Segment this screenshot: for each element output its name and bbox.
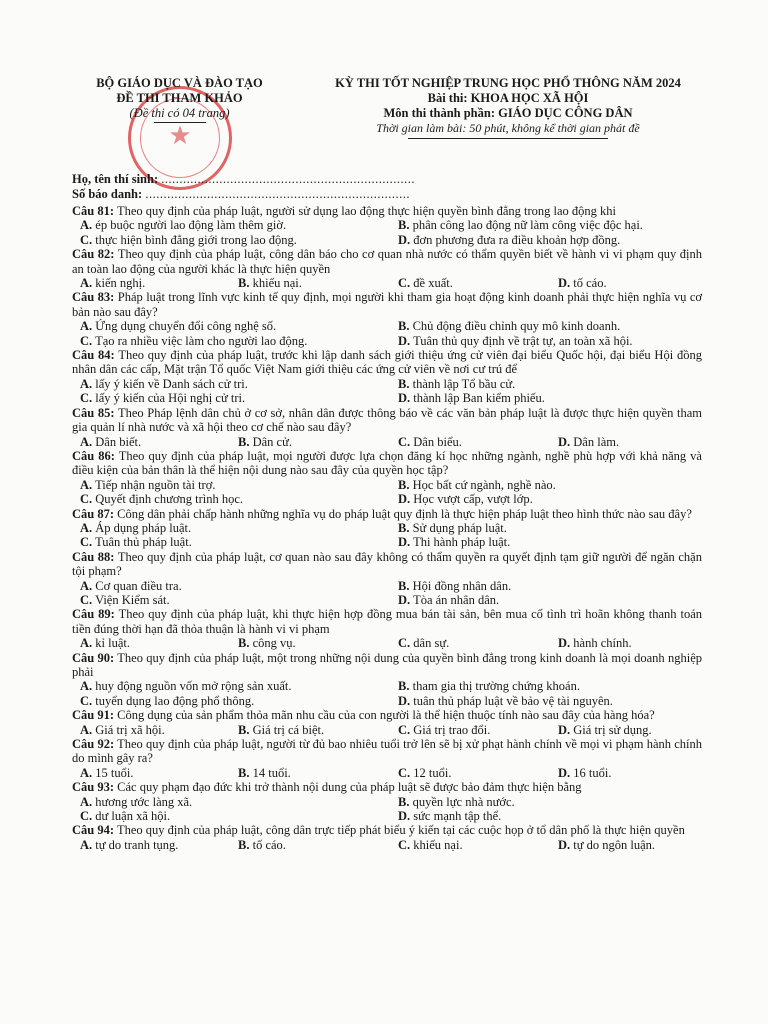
option-letter: C. xyxy=(80,592,93,607)
option-text: ép buộc người lao động làm thêm giờ. xyxy=(95,218,287,233)
option-text: tự do tranh tụng. xyxy=(95,837,179,852)
question-text xyxy=(72,823,702,837)
answer-option xyxy=(398,535,702,549)
option-text: Dân làm. xyxy=(573,434,620,449)
option-text: dư luận xã hội. xyxy=(95,809,171,824)
answer-option xyxy=(80,679,398,693)
question-text xyxy=(72,348,702,377)
answer-option xyxy=(558,766,702,780)
option-text: lấy ý kiến của Hội nghị cử tri. xyxy=(95,391,246,406)
answer-option xyxy=(558,838,702,852)
option-letter: A. xyxy=(80,477,93,492)
question-item xyxy=(72,823,702,852)
option-letter: D. xyxy=(398,693,411,708)
question-body: Theo quy định của pháp luật, người từ đủ bao nhiêu tuổi trở lên sẽ bị xử phạt hành chính về mọi vi phạm hành chính do mình gây ra? xyxy=(72,737,702,766)
option-letter: B. xyxy=(398,520,410,535)
option-letter: D. xyxy=(558,276,571,291)
question-text xyxy=(72,290,702,319)
answer-option xyxy=(80,636,238,650)
answer-options xyxy=(80,435,702,449)
option-text: Quyết định chương trình học. xyxy=(95,492,244,507)
answer-option xyxy=(398,319,702,333)
answer-option xyxy=(238,276,398,290)
option-letter: D. xyxy=(558,636,571,651)
candidate-name-label: Họ, tên thí sinh: xyxy=(72,172,159,186)
option-letter: C. xyxy=(80,492,93,507)
answer-option xyxy=(558,723,702,737)
option-letter: B. xyxy=(398,376,410,391)
question-body: Theo Pháp lệnh dân chủ ở cơ sở, nhân dân được thông báo về các văn bản pháp luật là được thực hiện quyền tham gia quản lí nhà nước và xã hội theo cơ chế nào sau đây? xyxy=(72,405,702,435)
answer-options xyxy=(80,218,702,247)
option-letter: B. xyxy=(238,636,250,651)
answer-options xyxy=(80,478,702,507)
option-letter: A. xyxy=(80,578,93,593)
answer-options xyxy=(80,521,702,550)
option-text: Viện Kiểm sát. xyxy=(95,592,170,607)
ministry-name: BỘ GIÁO DỤC VÀ ĐÀO TẠO xyxy=(96,76,263,90)
option-letter: C. xyxy=(398,837,411,852)
option-letter: A. xyxy=(80,679,93,694)
question-item xyxy=(72,449,702,507)
answer-option xyxy=(398,334,702,348)
header-right xyxy=(298,76,718,139)
question-body: Theo quy định của pháp luật, khi thực hiện hợp đồng mua bán tài sản, bên mua cố tình trì hoãn không thanh toán tiền đúng thời hạn đã thỏa thuận là hành vi vi phạm xyxy=(72,607,702,636)
answer-option xyxy=(80,809,398,823)
option-text: khiếu nại. xyxy=(413,837,463,852)
question-body: Theo quy định của pháp luật, cơ quan nào sau đây không có thẩm quyền ra quyết định tạm giữ người để ngăn chặn tội phạm? xyxy=(72,549,702,579)
option-letter: C. xyxy=(398,722,411,737)
option-letter: C. xyxy=(80,333,93,348)
question-number: Câu 86: xyxy=(72,448,115,463)
candidate-name-line xyxy=(72,172,415,187)
candidate-info xyxy=(72,172,415,202)
question-text xyxy=(72,449,702,478)
question-item xyxy=(72,780,702,823)
question-item xyxy=(72,607,702,650)
question-text xyxy=(72,406,702,435)
page-count: (Đề thi có 04 trang) xyxy=(129,106,230,120)
option-text: khiếu nại. xyxy=(252,276,302,291)
option-text: Giá trị xã hội. xyxy=(95,722,165,737)
option-letter: C. xyxy=(398,636,411,651)
question-number: Câu 94: xyxy=(72,823,115,838)
option-text: 14 tuổi. xyxy=(252,765,291,780)
answer-option xyxy=(80,795,398,809)
answer-option xyxy=(238,435,398,449)
question-item xyxy=(72,737,702,780)
option-letter: D. xyxy=(398,391,411,406)
header-left-rule xyxy=(154,122,206,123)
question-body: Pháp luật trong lĩnh vực kinh tế quy định, mọi người khi tham gia hoạt động kinh doanh phải thực hiện nghĩa vụ cơ bản nào sau đây? xyxy=(72,290,702,319)
option-letter: D. xyxy=(398,535,411,550)
answer-options xyxy=(80,723,702,737)
option-letter: A. xyxy=(80,837,93,852)
option-text: Dân biết. xyxy=(95,434,142,449)
option-letter: A. xyxy=(80,636,93,651)
option-letter: C. xyxy=(80,693,93,708)
answer-option xyxy=(80,492,398,506)
option-letter: B. xyxy=(238,276,250,291)
answer-option xyxy=(398,679,702,693)
question-body: Công dân phải chấp hành những nghĩa vụ do pháp luật quy định là thực hiện pháp luật theo hình thức nào sau đây? xyxy=(117,506,692,521)
exam-title: KỲ THI TỐT NGHIỆP TRUNG HỌC PHỔ THÔNG NĂM 2024 xyxy=(335,76,681,90)
exam-component: Môn thi thành phần: GIÁO DỤC CÔNG DÂN xyxy=(383,106,633,120)
option-text: 16 tuổi. xyxy=(573,765,612,780)
option-text: Hội đồng nhân dân. xyxy=(412,578,512,593)
answer-option xyxy=(398,218,702,232)
candidate-name-dots: ...................................................................... xyxy=(161,172,416,186)
answer-options xyxy=(80,636,702,650)
answer-option xyxy=(398,377,702,391)
answer-option xyxy=(238,766,398,780)
option-text: tuyển dụng lao động phổ thông. xyxy=(95,693,255,708)
option-text: công vụ. xyxy=(252,636,296,651)
option-text: thành lập Tổ bầu cử. xyxy=(412,376,516,391)
answer-option xyxy=(80,521,398,535)
option-text: Chủ động điều chỉnh quy mô kinh doanh. xyxy=(412,319,621,334)
option-letter: A. xyxy=(80,794,93,809)
option-text: kiến nghị. xyxy=(95,276,146,291)
option-text: Tuân thủ quy định về trật tự, an toàn xã hội. xyxy=(413,333,633,348)
answer-option xyxy=(558,435,702,449)
question-number: Câu 92: xyxy=(72,737,115,752)
option-text: tuân thủ pháp luật về bảo vệ tài nguyên. xyxy=(413,693,613,708)
option-letter: C. xyxy=(80,535,93,550)
option-letter: A. xyxy=(80,319,93,334)
exam-subject: Bài thi: KHOA HỌC XÃ HỘI xyxy=(427,91,589,105)
question-number: Câu 90: xyxy=(72,650,115,665)
option-text: lấy ý kiến về Danh sách cử tri. xyxy=(95,376,248,391)
answer-options xyxy=(80,795,702,824)
option-letter: D. xyxy=(558,765,571,780)
option-letter: B. xyxy=(238,765,250,780)
answer-option xyxy=(398,723,558,737)
question-text xyxy=(72,780,702,794)
answer-options xyxy=(80,319,702,348)
question-item xyxy=(72,651,702,709)
question-number: Câu 81: xyxy=(72,204,115,218)
option-text: Giá trị sử dụng. xyxy=(573,722,652,737)
question-text xyxy=(72,607,702,636)
answer-option xyxy=(80,766,238,780)
question-list xyxy=(72,204,702,852)
option-letter: A. xyxy=(80,276,93,291)
answer-options xyxy=(80,766,702,780)
answer-options xyxy=(80,679,702,708)
question-text xyxy=(72,737,702,766)
answer-options xyxy=(80,579,702,608)
answer-option xyxy=(80,233,398,247)
option-text: Ứng dụng chuyển đổi công nghệ số. xyxy=(95,319,277,334)
option-text: thành lập Ban kiểm phiếu. xyxy=(413,391,545,406)
option-letter: B. xyxy=(238,837,250,852)
question-number: Câu 87: xyxy=(72,506,115,521)
question-number: Câu 85: xyxy=(72,405,115,420)
answer-option xyxy=(398,521,702,535)
answer-option xyxy=(238,838,398,852)
header-right-rule xyxy=(408,138,608,139)
question-number: Câu 82: xyxy=(72,247,115,262)
question-number: Câu 93: xyxy=(72,780,115,795)
option-letter: A. xyxy=(80,520,93,535)
answer-option xyxy=(398,233,702,247)
option-text: Cơ quan điều tra. xyxy=(95,578,182,593)
option-letter: D. xyxy=(398,333,411,348)
answer-option xyxy=(80,377,398,391)
option-text: Giá trị cá biệt. xyxy=(252,722,325,737)
question-item xyxy=(72,406,702,449)
answer-options xyxy=(80,377,702,406)
answer-options xyxy=(80,838,702,852)
answer-option xyxy=(398,276,558,290)
option-text: Thi hành pháp luật. xyxy=(413,535,511,550)
option-text: Tiếp nhận nguồn tài trợ. xyxy=(95,477,216,492)
question-text xyxy=(72,550,702,579)
question-item xyxy=(72,550,702,608)
question-item xyxy=(72,290,702,348)
question-body: Công dụng của sản phẩm thỏa mãn nhu cầu của con người là thể hiện thuộc tính nào sau đây của hàng hóa? xyxy=(117,708,655,723)
answer-option xyxy=(80,838,238,852)
question-item xyxy=(72,708,702,737)
option-letter: B. xyxy=(398,578,410,593)
answer-option xyxy=(398,579,702,593)
option-letter: A. xyxy=(80,722,93,737)
option-letter: C. xyxy=(80,232,93,247)
answer-option xyxy=(398,435,558,449)
answer-option xyxy=(80,723,238,737)
question-text xyxy=(72,507,702,521)
question-body: Theo quy định của pháp luật, mọi người được lựa chọn đăng kí học những ngành, nghề phù hợp với khả năng và điều kiện của bản thân là thể hiện nội dung nào sau đây của quyền học tập? xyxy=(72,448,702,478)
option-text: Dân cử. xyxy=(252,434,292,449)
answer-option xyxy=(80,319,398,333)
option-text: Giá trị trao đổi. xyxy=(413,722,491,737)
option-text: tố cáo. xyxy=(252,837,286,852)
answer-option xyxy=(80,535,398,549)
answer-option xyxy=(80,694,398,708)
option-text: huy động nguồn vốn mở rộng sản xuất. xyxy=(95,679,292,694)
option-text: hương ước làng xã. xyxy=(95,794,193,809)
option-text: dân sự. xyxy=(413,636,450,651)
option-letter: C. xyxy=(80,391,93,406)
option-text: Sử dụng pháp luật. xyxy=(412,520,507,535)
question-body: Các quy phạm đạo đức khi trở thành nội dung của pháp luật sẽ được bảo đảm thực hiện bằng xyxy=(117,780,582,795)
option-letter: D. xyxy=(558,722,571,737)
answer-option xyxy=(398,838,558,852)
answer-option xyxy=(80,478,398,492)
question-body: Theo quy định của pháp luật, trước khi lập danh sách giới thiệu ứng cử viên đại biểu Quốc hội, đại biểu Hội đồng nhân dân các cấp, Mặt trận Tổ quốc Việt Nam giới thiệu các ứng cử viên về nơi cư trú để xyxy=(72,348,702,377)
option-letter: D. xyxy=(558,837,571,852)
option-text: hành chính. xyxy=(573,636,632,651)
option-letter: C. xyxy=(398,434,411,449)
option-letter: A. xyxy=(80,434,93,449)
answer-option xyxy=(238,636,398,650)
option-letter: A. xyxy=(80,765,93,780)
answer-option xyxy=(238,723,398,737)
option-letter: D. xyxy=(398,492,411,507)
question-text xyxy=(72,247,702,276)
document-type: ĐỀ THI THAM KHẢO xyxy=(116,91,243,105)
answer-option xyxy=(80,276,238,290)
option-letter: D. xyxy=(398,809,411,824)
question-number: Câu 83: xyxy=(72,290,115,305)
option-letter: A. xyxy=(80,218,93,233)
answer-option xyxy=(398,694,702,708)
option-letter: D. xyxy=(398,232,411,247)
answer-option xyxy=(80,218,398,232)
answer-options xyxy=(80,276,702,290)
answer-option xyxy=(398,391,702,405)
option-text: Tuân thủ pháp luật. xyxy=(95,535,192,550)
option-text: tham gia thị trường chứng khoán. xyxy=(412,679,580,694)
option-letter: A. xyxy=(80,376,93,391)
option-text: Học vượt cấp, vượt lớp. xyxy=(413,492,533,507)
option-text: Dân biểu. xyxy=(413,434,462,449)
answer-option xyxy=(398,795,702,809)
question-body: Theo quy định của pháp luật, công dân báo cho cơ quan nhà nước có thẩm quyền biết về hành vi vi phạm quy định an toàn lao động của người khác là thực hiện quyền xyxy=(72,247,702,276)
header-left xyxy=(72,76,287,123)
option-text: thực hiện bình đẳng giới trong lao động. xyxy=(95,232,297,247)
answer-option xyxy=(80,334,398,348)
answer-option xyxy=(398,766,558,780)
exam-time: Thời gian làm bài: 50 phút, không kể thời gian phát đề xyxy=(376,121,640,135)
option-text: Tòa án nhân dân. xyxy=(413,592,500,607)
option-text: phân công lao động nữ làm công việc độc hại. xyxy=(412,218,643,233)
option-text: sức mạnh tập thể. xyxy=(413,809,502,824)
candidate-id-line xyxy=(72,187,415,202)
option-letter: B. xyxy=(398,477,410,492)
answer-option xyxy=(398,809,702,823)
option-text: kỉ luật. xyxy=(95,636,130,651)
answer-option xyxy=(398,593,702,607)
option-text: đề xuất. xyxy=(413,276,453,291)
question-item xyxy=(72,348,702,406)
option-letter: D. xyxy=(558,434,571,449)
option-letter: C. xyxy=(398,765,411,780)
option-text: Học bất cứ ngành, nghề nào. xyxy=(412,477,556,492)
option-letter: B. xyxy=(398,679,410,694)
question-item xyxy=(72,507,702,550)
option-letter: C. xyxy=(398,276,411,291)
question-body: Theo quy định của pháp luật, công dân trực tiếp phát biểu ý kiến tại các cuộc họp ở tổ dân phố là thực hiện quyền xyxy=(116,823,685,838)
option-text: tố cáo. xyxy=(573,276,607,291)
option-letter: B. xyxy=(398,218,410,233)
option-letter: B. xyxy=(398,319,410,334)
answer-option xyxy=(558,276,702,290)
question-number: Câu 89: xyxy=(72,607,115,622)
option-text: tự do ngôn luận. xyxy=(573,837,656,852)
option-letter: D. xyxy=(398,592,411,607)
question-body: Theo quy định của pháp luật, người sử dụng lao động thực hiện quyền bình đẳng trong lao động khi xyxy=(116,204,617,218)
question-body: Theo quy định của pháp luật, một trong những nội dung của quyền bình đẳng trong kinh doanh là mọi doanh nghiệp phải xyxy=(72,650,702,679)
option-text: Tạo ra nhiều việc làm cho người lao động. xyxy=(95,333,308,348)
question-item xyxy=(72,204,702,247)
option-text: Áp dụng pháp luật. xyxy=(95,520,192,535)
answer-option xyxy=(398,636,558,650)
question-text xyxy=(72,708,702,722)
answer-option xyxy=(80,435,238,449)
answer-option xyxy=(80,579,398,593)
question-number: Câu 88: xyxy=(72,549,115,564)
question-text xyxy=(72,204,702,218)
answer-option xyxy=(558,636,702,650)
option-letter: B. xyxy=(238,434,250,449)
question-number: Câu 91: xyxy=(72,708,115,723)
answer-option xyxy=(398,492,702,506)
question-number: Câu 84: xyxy=(72,348,115,363)
answer-option xyxy=(80,593,398,607)
option-text: 15 tuổi. xyxy=(95,765,134,780)
candidate-id-dots: ......................................................................... xyxy=(145,187,410,201)
question-text xyxy=(72,651,702,680)
option-text: đơn phương đưa ra điều khoản hợp đồng. xyxy=(413,232,621,247)
option-letter: B. xyxy=(238,722,250,737)
option-text: quyền lực nhà nước. xyxy=(412,794,515,809)
option-letter: B. xyxy=(398,794,410,809)
candidate-id-label: Số báo danh: xyxy=(72,187,143,201)
answer-option xyxy=(398,478,702,492)
answer-option xyxy=(80,391,398,405)
option-letter: C. xyxy=(80,809,93,824)
question-item xyxy=(72,247,702,290)
option-text: 12 tuổi. xyxy=(413,765,452,780)
